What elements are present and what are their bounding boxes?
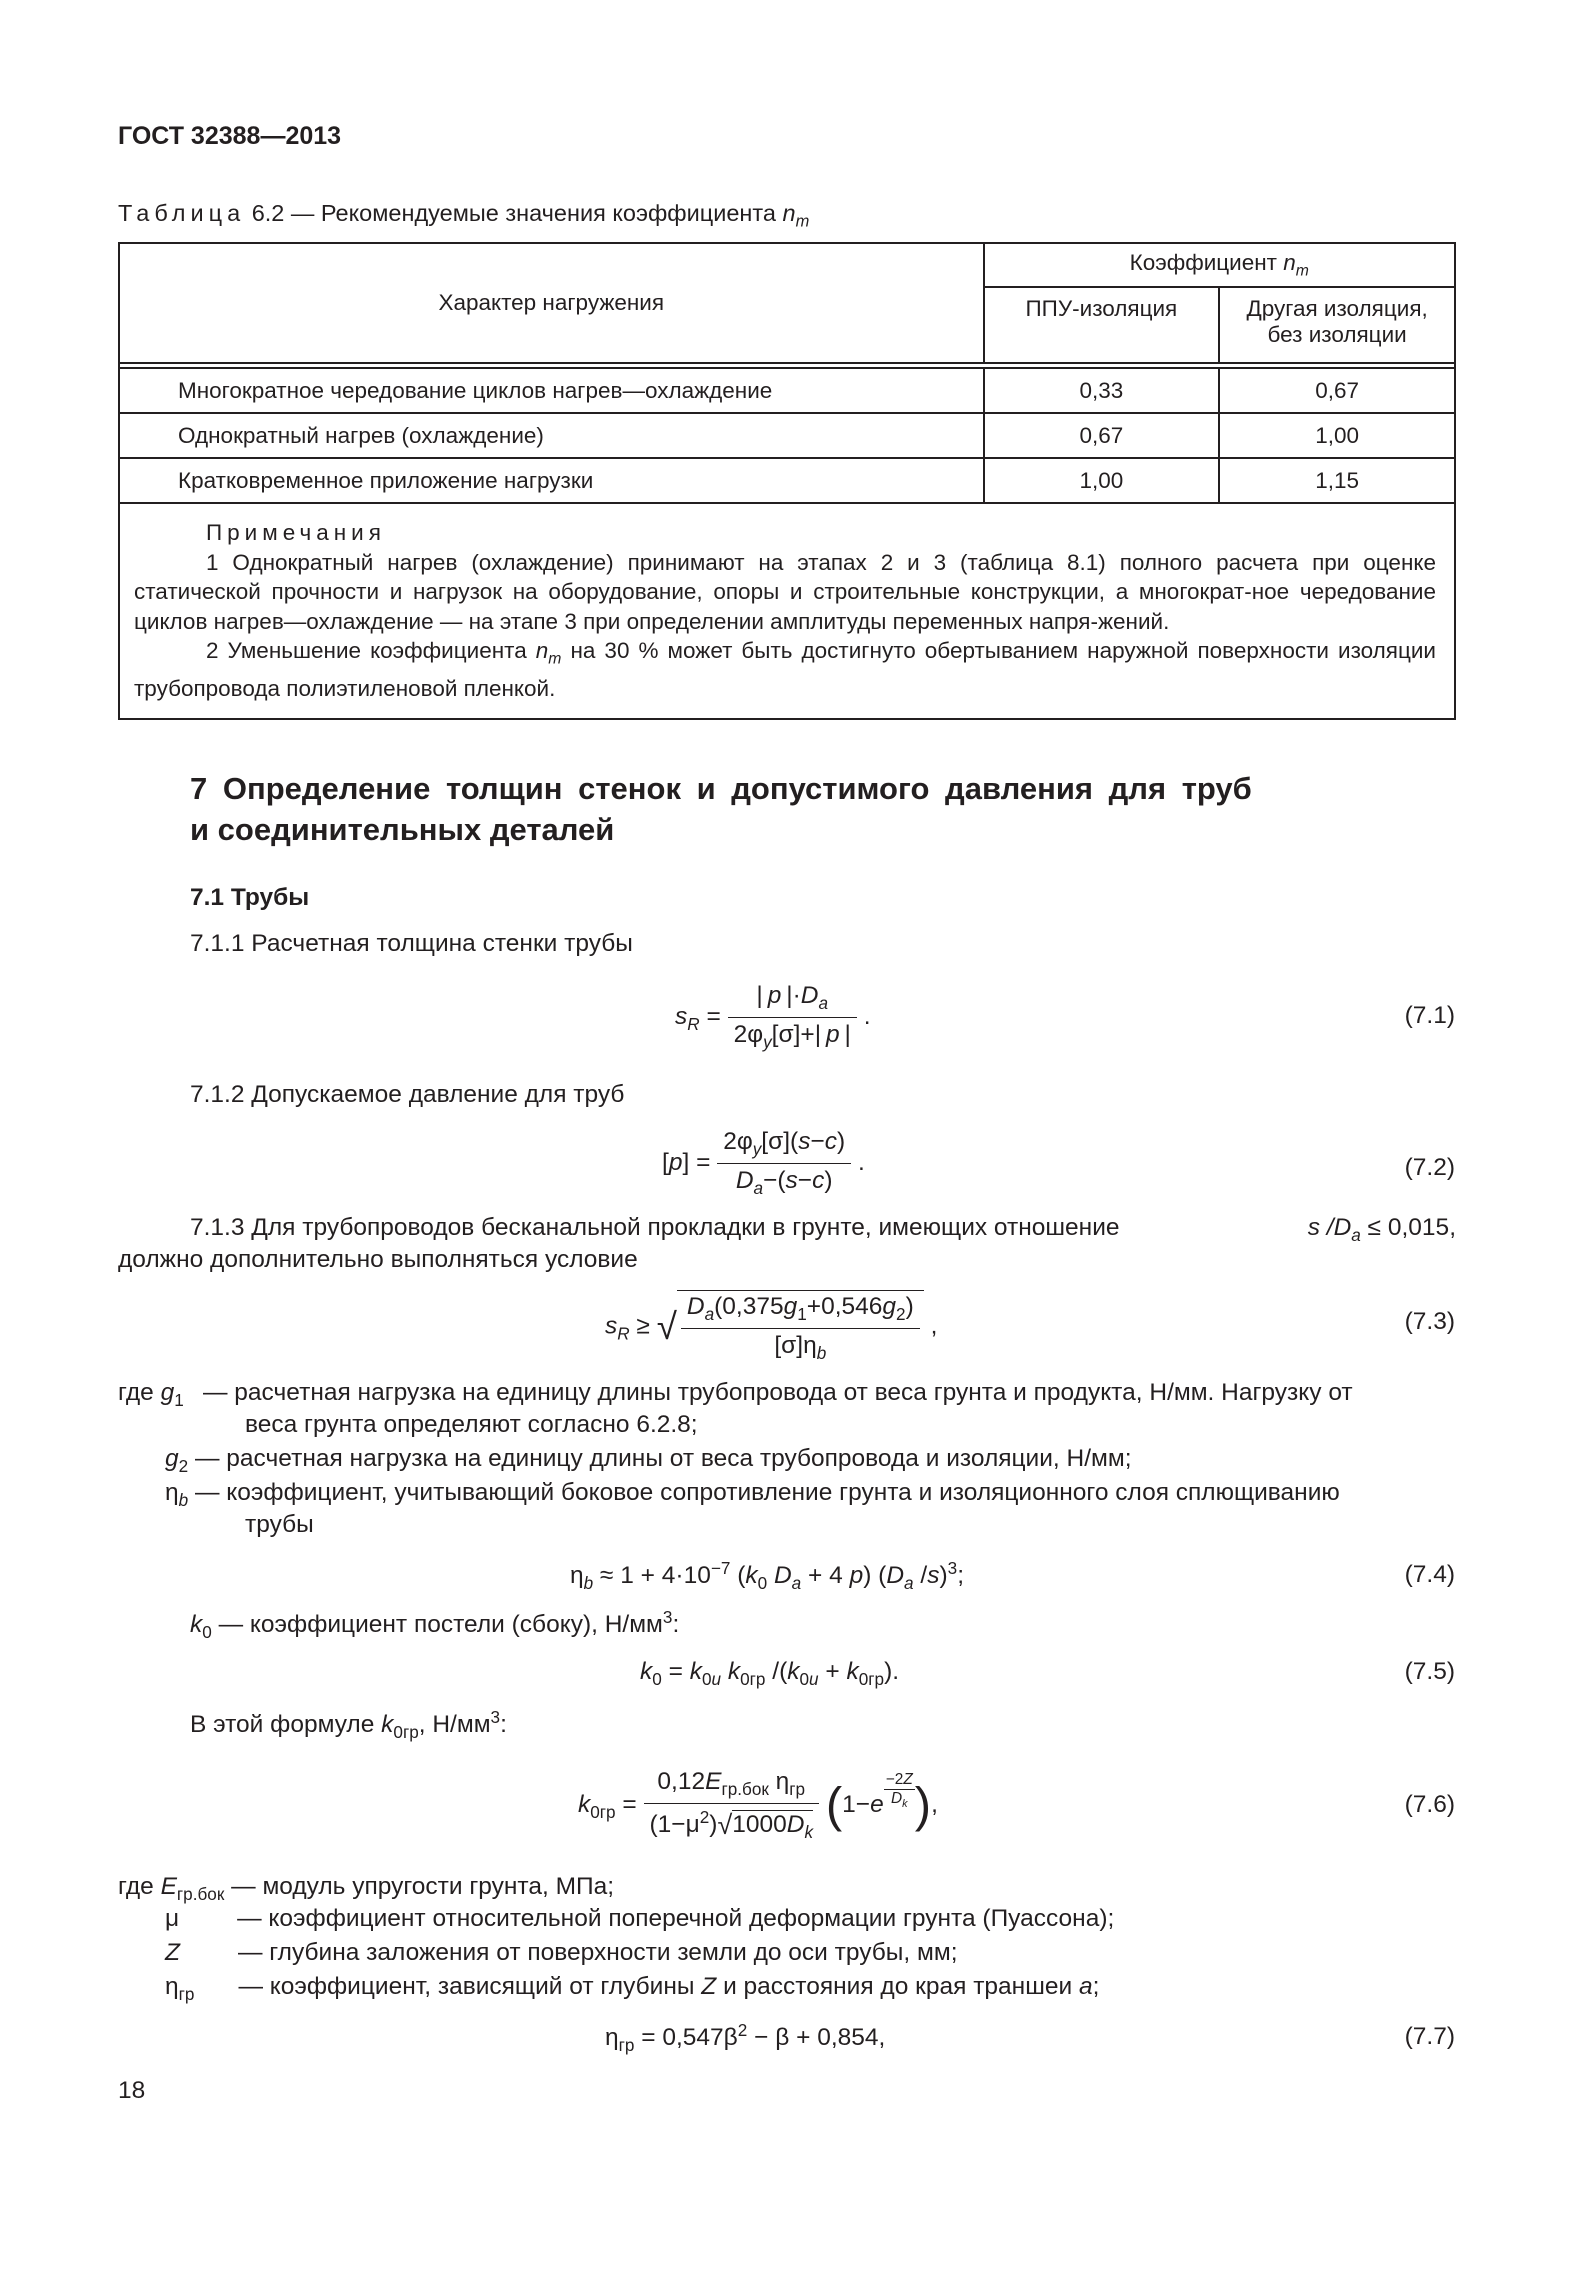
table-notes bbox=[119, 503, 1455, 719]
table-row: Кратковременное приложение нагрузки 1,00 1,15 bbox=[119, 458, 1455, 503]
formula-7-2: [p] = $\frac{2\varphi_y[\sigma](s-c)}{D_a-(s-c)}$ . bbox=[662, 1128, 865, 1198]
legend-g2: $g_2$ — расчетная нагрузка на единицу длины от веса трубопровода и изоляции, Н/мм; bbox=[165, 1445, 1132, 1476]
page-number: 18 bbox=[118, 2077, 146, 2104]
coefficient-table bbox=[118, 242, 1456, 720]
legend-mu: μ — коэффициент относительной поперечной деформации грунта (Пуассона); bbox=[165, 1905, 1115, 1932]
legend-eta-b-cont: трубы bbox=[245, 1511, 314, 1538]
header-load-type: Характер нагружения bbox=[119, 243, 984, 363]
formula-7-5: $k_0 = k_{0u}$ $k_{0гр}$ $/(k_{0u} + k_{0гр})$. bbox=[640, 1658, 900, 1689]
table-caption-symbol: n bbox=[782, 200, 796, 226]
equation-number: (7.5) bbox=[1404, 1658, 1455, 1685]
header-coefficient: Коэффициент $n_m$ bbox=[984, 243, 1455, 287]
legend-eta-gr: $\eta_{гр}$ — коэффициент, зависящий от глубины Z и расстояния до края траншеи a; bbox=[165, 1973, 1100, 2004]
formula-7-6: $k_{0гр}$ = $\frac{0,12E_{гр.бок} \eta_{гр}}{(1-\mu^2)√1000D_k}$ (1−e $^{\frac{-2Z}{D_k}}$ ), bbox=[578, 1768, 938, 1842]
note-2: 2 Уменьшение коэффициента $n_m$ на 30 % может быть достигнуто обертыванием наружной поверхности изоляции трубопровода полиэтиленовой пленкой. bbox=[134, 638, 1436, 702]
equation-number: (7.3) bbox=[1404, 1308, 1455, 1335]
subsection-title: 7.1 Трубы bbox=[190, 884, 310, 911]
legend-g1: где $g_1$ — расчетная нагрузка на единицу длины трубопровода от веса грунта и продукта, Н/мм. Нагрузку от bbox=[118, 1379, 1353, 1410]
table-header-row bbox=[119, 243, 1455, 287]
notes-title: Примечания bbox=[206, 520, 386, 545]
table-caption: Таблица 6.2 — Рекомендуемые значения коэффициента $n_m$ bbox=[118, 200, 810, 231]
formula-7-4: $\eta_b \approx 1 + 4\cdot 10^{-7}$ ($k_0$ $D_a + 4$ p) ($D_a$ /s)$^3$; bbox=[570, 1558, 964, 1594]
paragraph-7-1-3: 7.1.3 Для трубопроводов бесканальной прокладки в грунте, имеющих отношение s $/D_a \le 0,015$, bbox=[190, 1214, 1456, 1245]
note-1: 1 Однократный нагрев (охлаждение) принимают на этапах 2 и 3 (таблица 8.1) полного расчета при оценке статической прочности и нагрузок на оборудование, опоры и строительные конструкции, а многократ-ное чередование циклов нагрев—охлаждение — на этапе 3 при определении амплитуды переменных напря-жений. bbox=[134, 549, 1436, 634]
equation-number: (7.2) bbox=[1404, 1154, 1455, 1181]
table-caption-prefix: Таблица bbox=[118, 200, 246, 226]
table-notes-row bbox=[119, 503, 1455, 719]
section-title: 7 Определение толщин стенок и допустимого давления для труб и соединительных деталей bbox=[190, 771, 1252, 847]
document-code: ГОСТ 32388—2013 bbox=[118, 122, 342, 150]
header-ppu: ППУ-изоляция bbox=[984, 287, 1220, 363]
paragraph-k0gr: В этой формуле $k_{0гр}$, $Н/мм^3$: bbox=[190, 1707, 507, 1743]
legend-k0: $k_0$ — коэффициент постели (сбоку), $Н/мм^3$: bbox=[190, 1607, 680, 1643]
formula-7-1: $s_R$ = $\frac{| p |\cdot D_a}{2\varphi_y[\sigma]+| p |}$ . bbox=[675, 982, 871, 1052]
legend-g1-cont: веса грунта определяют согласно 6.2.8; bbox=[245, 1411, 698, 1438]
table-caption-text: 6.2 — Рекомендуемые значения коэффициента bbox=[251, 200, 776, 226]
equation-number: (7.4) bbox=[1404, 1561, 1455, 1588]
legend-z: Z — глубина заложения от поверхности земли до оси трубы, мм; bbox=[165, 1939, 958, 1966]
table-row: Многократное чередование циклов нагрев—охлаждение 0,33 0,67 bbox=[119, 368, 1455, 413]
equation-number: (7.7) bbox=[1404, 2023, 1455, 2050]
formula-7-3: $s_R$ ≥ √ $\frac{D_a(0,375g_1+0,546g_2)}{[\sigma]\eta_b}$ , bbox=[605, 1290, 937, 1364]
formula-7-7: $\eta_{гр} = 0,547\beta^2 - \beta + 0,854$, bbox=[605, 2020, 886, 2056]
table-row: Однократный нагрев (охлаждение) 0,67 1,00 bbox=[119, 413, 1455, 458]
legend-e: где $E_{гр.бок}$ — модуль упругости грунта, МПа; bbox=[118, 1873, 615, 1904]
paragraph-7-1-3-cont: должно дополнительно выполняться условие bbox=[118, 1246, 638, 1273]
equation-number: (7.6) bbox=[1404, 1791, 1455, 1818]
header-other: Другая изоляция, без изоляции bbox=[1219, 287, 1455, 363]
paragraph-7-1-1: 7.1.1 Расчетная толщина стенки трубы bbox=[190, 930, 633, 957]
equation-number: (7.1) bbox=[1404, 1002, 1455, 1029]
legend-eta-b: $\eta_b$ — коэффициент, учитывающий боковое сопротивление грунта и изоляционного слоя сплющиванию bbox=[165, 1479, 1340, 1510]
paragraph-7-1-2: 7.1.2 Допускаемое давление для труб bbox=[190, 1081, 625, 1108]
